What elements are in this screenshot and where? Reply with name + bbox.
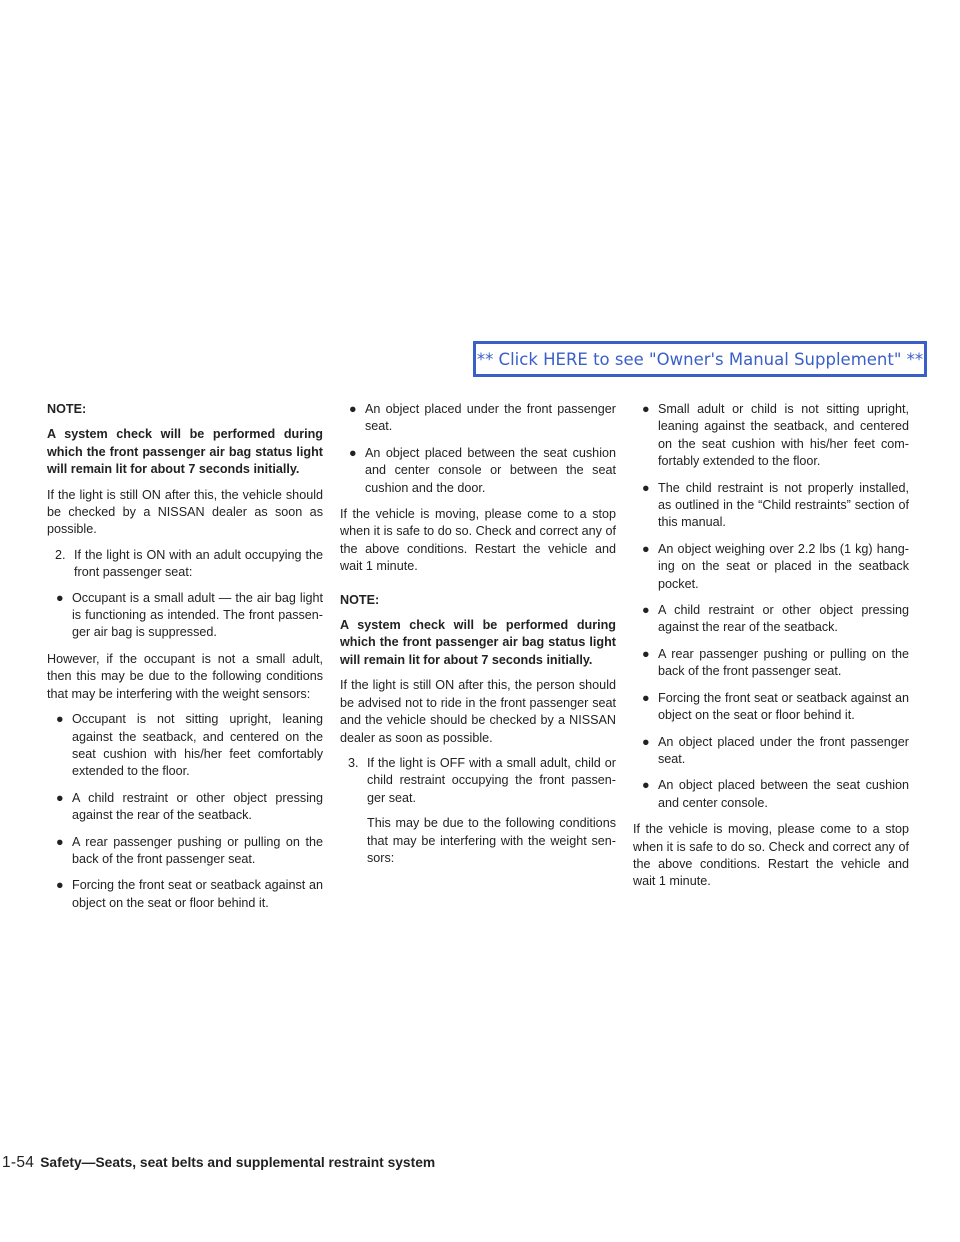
bullet-item [633, 690, 909, 725]
text-column-3 [633, 401, 909, 899]
note-label: NOTE: [47, 402, 87, 416]
bullet-icon: ● [642, 402, 650, 416]
numbered-item [55, 547, 323, 582]
bullet-text: An object weighing over 2.2 lbs (1 kg) hang-ing on the seat or placed in the seatback pocket. [658, 541, 909, 591]
bullet-text: A rear passenger pushing or pulling on the back of the front passenger seat. [72, 834, 323, 866]
bullet-icon: ● [642, 734, 650, 749]
bullet-icon: ● [349, 402, 357, 416]
item-number: 2. [55, 547, 66, 562]
note-body: A system check will be performed during which the front passenger air bag status light will remain lit for about 7 seconds initially. [340, 618, 616, 667]
bullet-item [47, 590, 323, 642]
bullet-item [633, 401, 909, 471]
bullet-text: An object placed between the seat cushion and center console or between the seat cushion and the door. [365, 445, 616, 495]
bullet-text: Forcing the front seat or seatback against an object on the seat or floor behind it. [658, 690, 909, 723]
numbered-item-continuation: This may be due to the following conditions that may be interfering with the weight sen-sors: [367, 816, 616, 865]
bullet-item [47, 711, 323, 781]
bullet-text: An object placed under the front passenger seat. [365, 402, 616, 434]
text-column-2 [340, 401, 616, 875]
bullet-text: The child restraint is not properly installed, as outlined in the “Child restraints” section of this manual. [658, 480, 909, 530]
paragraph: If the vehicle is moving, please come to a stop when it is safe to do so. Check and correct any of the above conditions. Restart the vehicle and wait 1 minute. [340, 507, 616, 574]
bullet-icon: ● [642, 541, 650, 556]
bullet-text: A child restraint or other object pressing against the rear of the seatback. [72, 790, 323, 823]
bullet-text: A child restraint or other object pressing against the rear of the seatback. [658, 603, 909, 635]
page-footer [2, 1153, 602, 1172]
bullet-icon: ● [56, 590, 64, 605]
bullet-icon: ● [642, 690, 650, 705]
item-text: If the light is OFF with a small adult, child or child restraint occupying the front passen-ger seat. [367, 755, 616, 805]
bullet-text: An object placed between the seat cushion and center console. [658, 778, 909, 810]
bullet-item [633, 646, 909, 681]
bullet-item [633, 602, 909, 637]
bullet-icon: ● [642, 603, 650, 618]
bullet-text: Forcing the front seat or seatback against an object on the seat or floor behind it. [72, 878, 323, 910]
page-number: 1-54 [2, 1154, 35, 1171]
bullet-item [47, 790, 323, 825]
note-label: NOTE: [340, 592, 380, 607]
bullet-icon: ● [56, 790, 64, 805]
item-number: 3. [348, 755, 359, 770]
bullet-item [340, 401, 616, 436]
bullet-text: Occupant is a small adult — the air bag light is functioning as intended. The front passen-ger air bag is suppressed. [72, 590, 323, 640]
bullet-icon: ● [56, 712, 64, 727]
paragraph: However, if the occupant is not a small adult, then this may be due to the following conditions that may be interfering with the weight sensors: [47, 651, 323, 701]
bullet-text: Small adult or child is not sitting upright, leaning against the seatback, and centered on the seat cushion with his/her feet com-fortably extended to the floor. [658, 402, 909, 469]
bullet-item [47, 834, 323, 869]
numbered-item [348, 755, 616, 807]
bullet-icon: ● [642, 646, 650, 661]
bullet-icon: ● [642, 778, 650, 793]
bullet-item [633, 541, 909, 593]
bullet-item [47, 877, 323, 912]
section-title: Safety—Seats, seat belts and supplemental restraint system [40, 1155, 436, 1170]
bullet-text: A rear passenger pushing or pulling on the back of the front passenger seat. [658, 646, 909, 679]
paragraph: If the light is still ON after this, the person should be advised not to ride in the front passenger seat and the vehicle should be checked by a NISSAN dealer as soon as possible. [340, 678, 616, 745]
bullet-item [633, 777, 909, 812]
bullet-icon: ● [349, 445, 357, 460]
bullet-item [633, 480, 909, 532]
text-column-1 [47, 401, 323, 921]
bullet-item [340, 445, 616, 497]
bullet-icon: ● [56, 878, 64, 893]
paragraph: If the light is still ON after this, the vehicle should be checked by a NISSAN dealer as soon as possible. [47, 487, 323, 537]
bullet-icon: ● [56, 834, 64, 849]
bullet-text: Occupant is not sitting upright, leaning against the seatback, and centered on the seat cushion with his/her feet comfortably extended to the floor. [72, 712, 323, 779]
note-body: A system check will be performed during which the front passenger air bag status light will remain lit for about 7 seconds initially. [47, 427, 323, 477]
bullet-item [633, 734, 909, 769]
bullet-icon: ● [642, 480, 650, 495]
item-text: If the light is ON with an adult occupying the front passenger seat: [74, 547, 323, 580]
owners-manual-supplement-link[interactable]: ** Click HERE to see "Owner's Manual Supplement" ** [473, 341, 927, 377]
bullet-text: An object placed under the front passenger seat. [658, 734, 909, 766]
paragraph: If the vehicle is moving, please come to a stop when it is safe to do so. Check and correct any of the above conditions. Restart the vehicle and wait 1 minute. [633, 822, 909, 889]
